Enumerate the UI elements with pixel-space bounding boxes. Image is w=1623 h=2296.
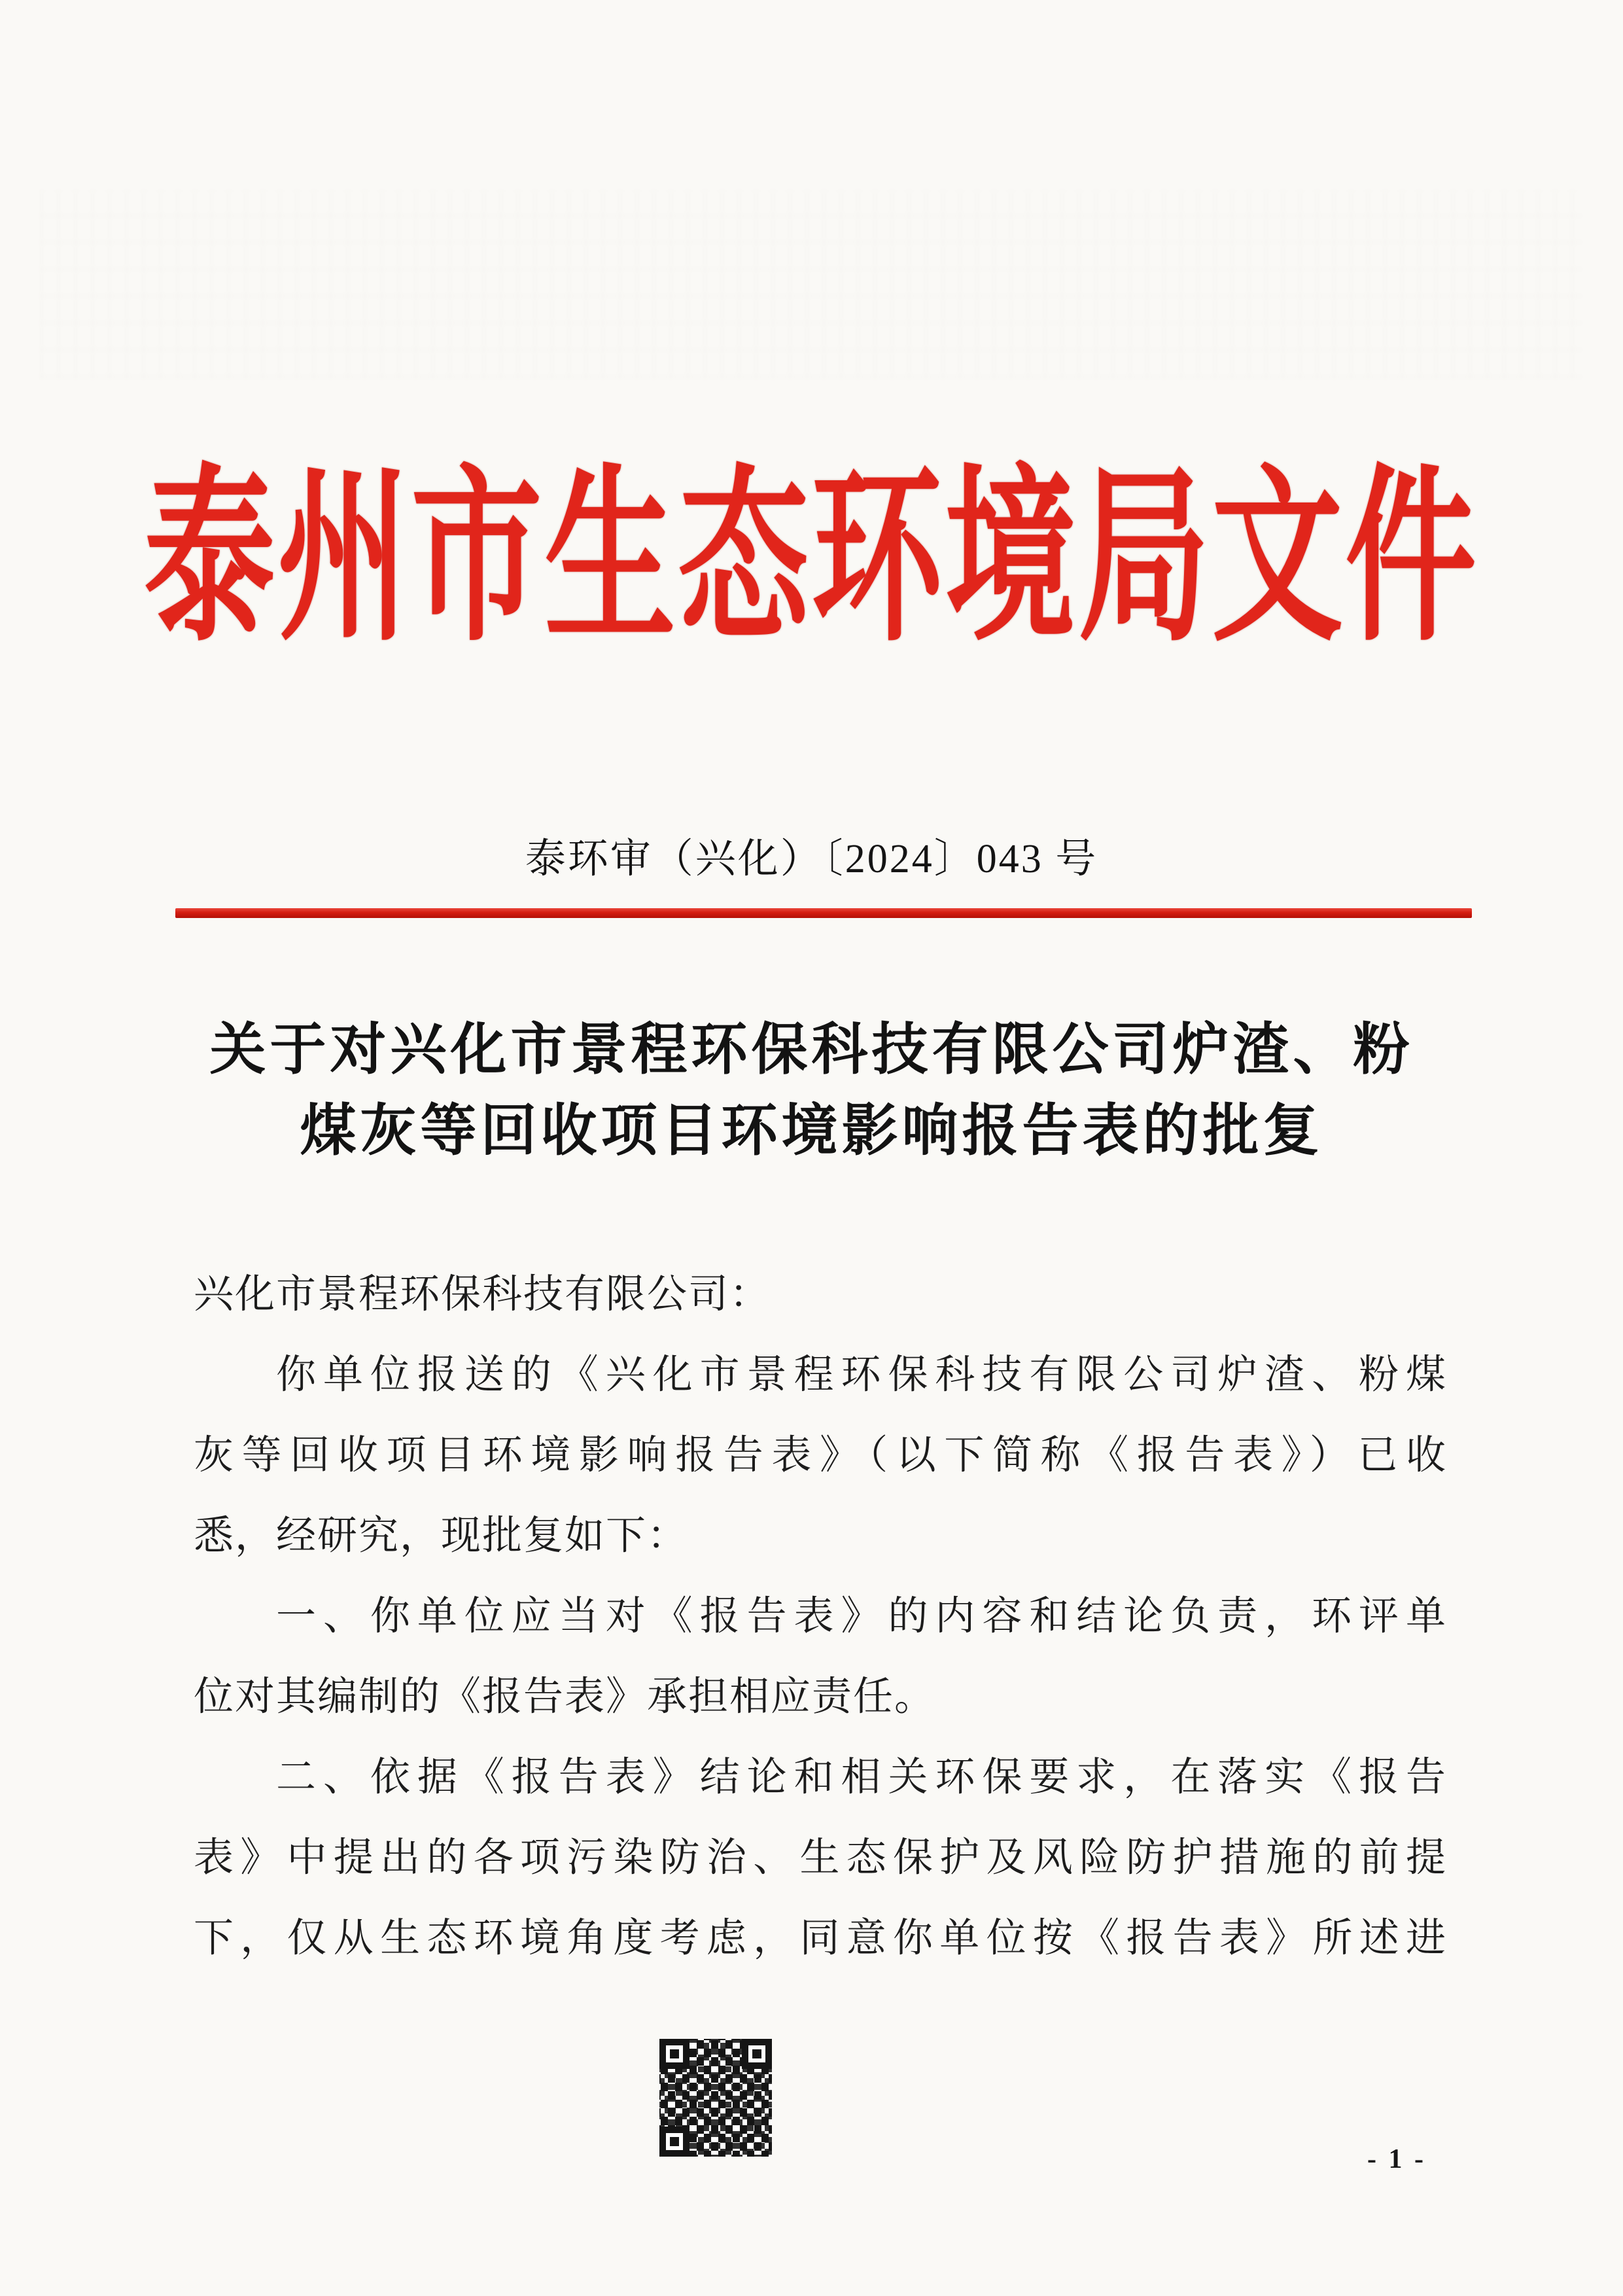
body-line: 你单位报送的《兴化市景程环保科技有限公司炉渣、粉煤: [276, 1353, 1446, 1397]
body-line: 二、依据《报告表》结论和相关环保要求，在落实《报告: [276, 1756, 1446, 1799]
document-title-line-2: 煤灰等回收项目环境影响报告表的批复: [300, 1099, 1323, 1162]
qr-finder-icon: [659, 2039, 689, 2069]
body-line: 下，仅从生态环境角度考虑，同意你单位按《报告表》所述进: [194, 1916, 1446, 1960]
document-number: 泰环审（兴化）〔2024〕043 号: [525, 837, 1098, 881]
document-title-line-1: 关于对兴化市景程环保科技有限公司炉渣、粉: [209, 1018, 1414, 1081]
scan-bleed-through: [39, 190, 1583, 380]
body-line: 灰等回收项目环境影响报告表》（以下简称《报告表》）已收: [194, 1434, 1446, 1477]
qr-finder-icon: [659, 2127, 689, 2157]
body-line: 一、你单位应当对《报告表》的内容和结论负责，环评单: [276, 1595, 1446, 1638]
red-divider-rule: [175, 908, 1472, 918]
agency-letterhead-title: 泰州市生态环境局文件: [144, 455, 1479, 664]
body-line: 悉，经研究，现批复如下：: [194, 1514, 689, 1558]
page-number: - 1 -: [1367, 2144, 1426, 2174]
body-line-salutation: 兴化市景程环保科技有限公司：: [194, 1273, 771, 1316]
qr-finder-icon: [742, 2039, 772, 2069]
body-line: 位对其编制的《报告表》承担相应责任。: [194, 1675, 936, 1719]
body-line: 表》中提出的各项污染防治、生态保护及风险防护措施的前提: [194, 1836, 1446, 1880]
document-title: [92, 1009, 1531, 1171]
document-body: [194, 1254, 1446, 1979]
qr-code-icon: [659, 2039, 772, 2157]
